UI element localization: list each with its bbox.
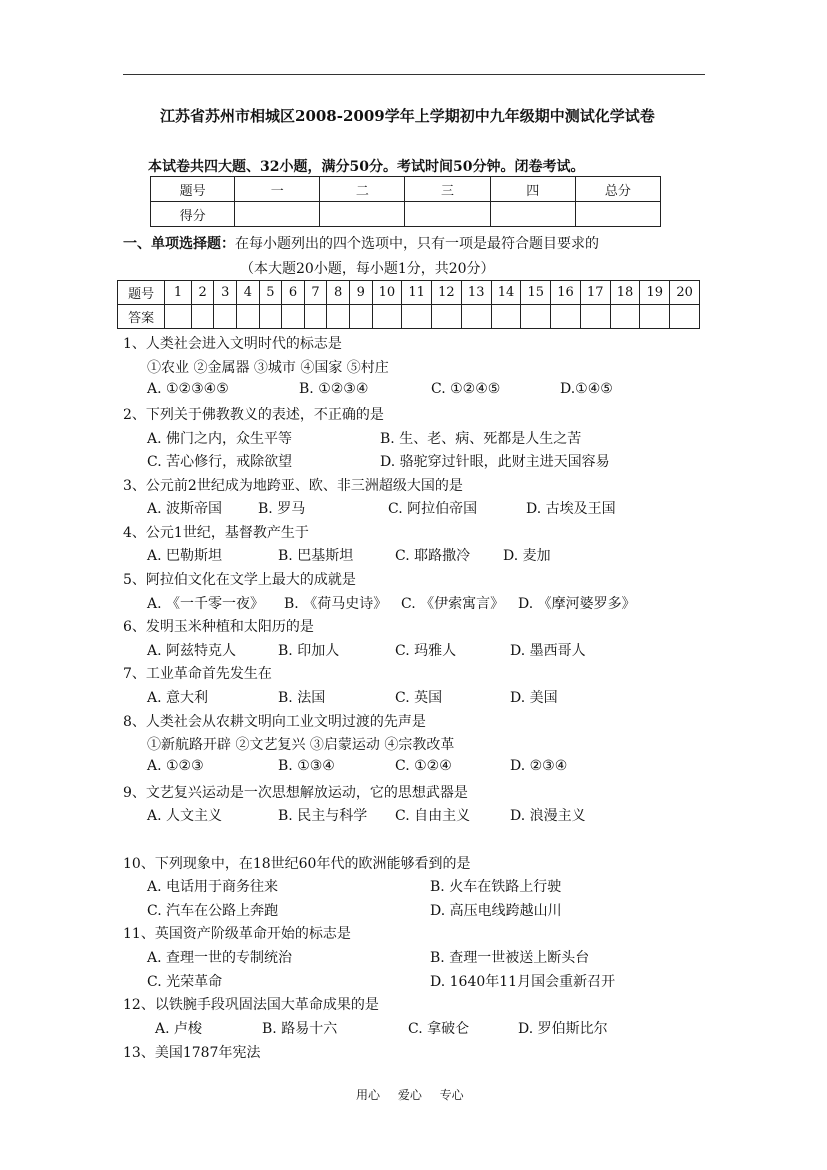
option-b: B. 查理一世被送上断头台 — [430, 950, 590, 966]
score-blank[interactable] — [490, 202, 575, 227]
answer-number: 12 — [432, 281, 462, 305]
answer-blank[interactable] — [432, 305, 462, 329]
answer-blank[interactable] — [165, 305, 192, 329]
question-stem: 2、下列关于佛教教义的表述，不正确的是 — [123, 407, 384, 423]
answer-blank[interactable] — [402, 305, 432, 329]
option-a: A. 查理一世的专制统治 — [147, 950, 293, 966]
answer-blank[interactable] — [327, 305, 350, 329]
option-d: D. 古埃及王国 — [526, 501, 616, 517]
score-cell: 一 — [235, 177, 320, 202]
score-cell: 三 — [405, 177, 490, 202]
answer-blank[interactable] — [551, 305, 581, 329]
answer-number: 7 — [304, 281, 327, 305]
answer-number: 2 — [191, 281, 214, 305]
score-blank[interactable] — [575, 202, 660, 227]
option-b: B. ①②③④ — [299, 381, 369, 397]
answer-table — [117, 280, 700, 329]
option-d: D. 美国 — [510, 690, 558, 706]
answer-number: 17 — [580, 281, 610, 305]
option-c: C. 拿破仑 — [408, 1021, 470, 1037]
answer-number: 20 — [670, 281, 700, 305]
option-c: C. 苦心修行，戒除欲望 — [147, 454, 293, 470]
score-cell: 总分 — [575, 177, 660, 202]
question-stem: 13、美国1787年宪法 — [123, 1045, 261, 1061]
score-blank[interactable] — [320, 202, 405, 227]
option-b: B. ①③④ — [278, 758, 335, 774]
question-stem: 1、人类社会进入文明时代的标志是 — [123, 336, 342, 352]
option-a: A. ①②③ — [147, 758, 204, 774]
option-a: A. 卢梭 — [155, 1021, 203, 1037]
answer-blank[interactable] — [521, 305, 551, 329]
option-b: B. 巴基斯坦 — [278, 548, 354, 564]
option-c: C. 光荣革命 — [147, 974, 223, 990]
answer-row-label: 答案 — [118, 305, 165, 329]
option-d: D. 墨西哥人 — [510, 643, 586, 659]
answer-blank[interactable] — [461, 305, 491, 329]
answer-number: 4 — [237, 281, 260, 305]
answer-blank[interactable] — [191, 305, 214, 329]
score-header-row — [151, 177, 661, 202]
question-stem: 8、人类社会从农耕文明向工业文明过渡的先声是 — [123, 714, 426, 730]
answer-number: 19 — [640, 281, 670, 305]
option-c: C. 自由主义 — [395, 808, 471, 824]
option-d: D. 罗伯斯比尔 — [518, 1021, 608, 1037]
option-d: D. 1640年11月国会重新召开 — [430, 974, 616, 990]
question-items: ①新航路开辟 ②文艺复兴 ③启蒙运动 ④宗教改革 — [147, 737, 455, 753]
answer-number: 13 — [461, 281, 491, 305]
header-rule — [123, 74, 705, 75]
option-a: A. 巴勒斯坦 — [147, 548, 223, 564]
question-stem: 4、公元1世纪，基督教产生于 — [123, 525, 309, 541]
score-blank[interactable] — [405, 202, 490, 227]
option-d: D. 《摩河婆罗多》 — [518, 596, 636, 612]
answer-number: 10 — [372, 281, 402, 305]
score-cell: 题号 — [151, 177, 235, 202]
exam-notice: 本试卷共四大题、32小题，满分50分。考试时间50分钟。闭卷考试。 — [148, 159, 585, 175]
option-d: D. 骆驼穿过针眼，此财主进天国容易 — [380, 454, 610, 470]
answer-blank[interactable] — [259, 305, 282, 329]
score-blank[interactable] — [235, 202, 320, 227]
option-d: D. 高压电线跨越山川 — [430, 903, 562, 919]
answer-blank[interactable] — [580, 305, 610, 329]
page-title: 江苏省苏州市相城区2008-2009学年上学期初中九年级期中测试化学试卷 — [160, 107, 655, 125]
option-b: B. 路易十六 — [262, 1021, 338, 1037]
answer-blank[interactable] — [491, 305, 521, 329]
option-c: C. ①②④ — [395, 758, 452, 774]
answer-blank[interactable] — [372, 305, 402, 329]
answer-number: 3 — [214, 281, 237, 305]
answer-blank[interactable] — [640, 305, 670, 329]
option-c: C. ①②④⑤ — [431, 381, 501, 397]
answer-blank[interactable] — [670, 305, 700, 329]
answer-blank[interactable] — [304, 305, 327, 329]
answer-number: 16 — [551, 281, 581, 305]
option-a: A. ①②③④⑤ — [147, 381, 229, 397]
question-stem: 12、以铁腕手段巩固法国大革命成果的是 — [123, 997, 379, 1013]
answer-blank[interactable] — [237, 305, 260, 329]
score-value-row — [151, 202, 661, 227]
question-stem: 7、工业革命首先发生在 — [123, 666, 272, 682]
option-b: B. 火车在铁路上行驶 — [430, 879, 562, 895]
section-heading-label: 一、单项选择题： — [123, 236, 235, 252]
score-cell: 四 — [490, 177, 575, 202]
option-a: A. 人文主义 — [147, 808, 223, 824]
answer-row-label: 题号 — [118, 281, 165, 305]
option-c: C. 玛雅人 — [395, 643, 457, 659]
score-table — [150, 176, 661, 227]
answer-number-row — [118, 281, 700, 305]
answer-number: 8 — [327, 281, 350, 305]
answer-number: 1 — [165, 281, 192, 305]
answer-number: 5 — [259, 281, 282, 305]
option-a: A. 阿兹特克人 — [147, 643, 237, 659]
answer-number: 9 — [349, 281, 372, 305]
option-d: D. ②③④ — [510, 758, 568, 774]
option-a: A. 佛门之内，众生平等 — [147, 431, 293, 447]
option-c: C. 阿拉伯帝国 — [388, 501, 478, 517]
page-footer: 用心 爱心 专心 — [356, 1088, 464, 1102]
option-a: A. 《一千零一夜》 — [147, 596, 265, 612]
section-heading — [123, 233, 599, 253]
option-b: B. 生、老、病、死都是人生之苦 — [380, 431, 582, 447]
answer-number: 18 — [610, 281, 640, 305]
option-c: C. 英国 — [395, 690, 443, 706]
option-d: D. 浪漫主义 — [510, 808, 586, 824]
option-b: B. 《荷马史诗》 — [284, 596, 388, 612]
answer-number: 6 — [282, 281, 305, 305]
option-b: B. 民主与科学 — [278, 808, 368, 824]
answer-blank[interactable] — [282, 305, 305, 329]
option-a: A. 波斯帝国 — [147, 501, 223, 517]
question-items: ①农业 ②金属器 ③城市 ④国家 ⑤村庄 — [147, 360, 389, 376]
score-cell: 二 — [320, 177, 405, 202]
option-b: B. 印加人 — [278, 643, 340, 659]
answer-number: 15 — [521, 281, 551, 305]
answer-blank-row — [118, 305, 700, 329]
question-stem: 6、发明玉米种植和太阳历的是 — [123, 619, 314, 635]
question-stem: 9、文艺复兴运动是一次思想解放运动，它的思想武器是 — [123, 785, 468, 801]
option-b: B. 罗马 — [258, 501, 306, 517]
answer-number: 11 — [402, 281, 432, 305]
option-c: C. 《伊索寓言》 — [401, 596, 505, 612]
option-d: D.①④⑤ — [560, 381, 613, 397]
section-subnote: （本大题20小题，每小题1分，共20分） — [240, 261, 495, 277]
question-stem: 10、下列现象中，在18世纪60年代的欧洲能够看到的是 — [123, 856, 471, 872]
option-c: C. 汽车在公路上奔跑 — [147, 903, 279, 919]
question-stem: 5、阿拉伯文化在文学上最大的成就是 — [123, 572, 356, 588]
option-a: A. 电话用于商务往来 — [147, 879, 279, 895]
answer-blank[interactable] — [349, 305, 372, 329]
answer-blank[interactable] — [214, 305, 237, 329]
section-description: 在每小题列出的四个选项中，只有一项是最符合题目要求的 — [235, 236, 599, 252]
question-stem: 3、公元前2世纪成为地跨亚、欧、非三洲超级大国的是 — [123, 478, 463, 494]
option-a: A. 意大利 — [147, 690, 209, 706]
option-b: B. 法国 — [278, 690, 326, 706]
option-d: D. 麦加 — [503, 548, 551, 564]
answer-number: 14 — [491, 281, 521, 305]
question-stem: 11、英国资产阶级革命开始的标志是 — [123, 926, 351, 942]
option-c: C. 耶路撒冷 — [395, 548, 471, 564]
score-row-label: 得分 — [151, 202, 235, 227]
answer-blank[interactable] — [610, 305, 640, 329]
